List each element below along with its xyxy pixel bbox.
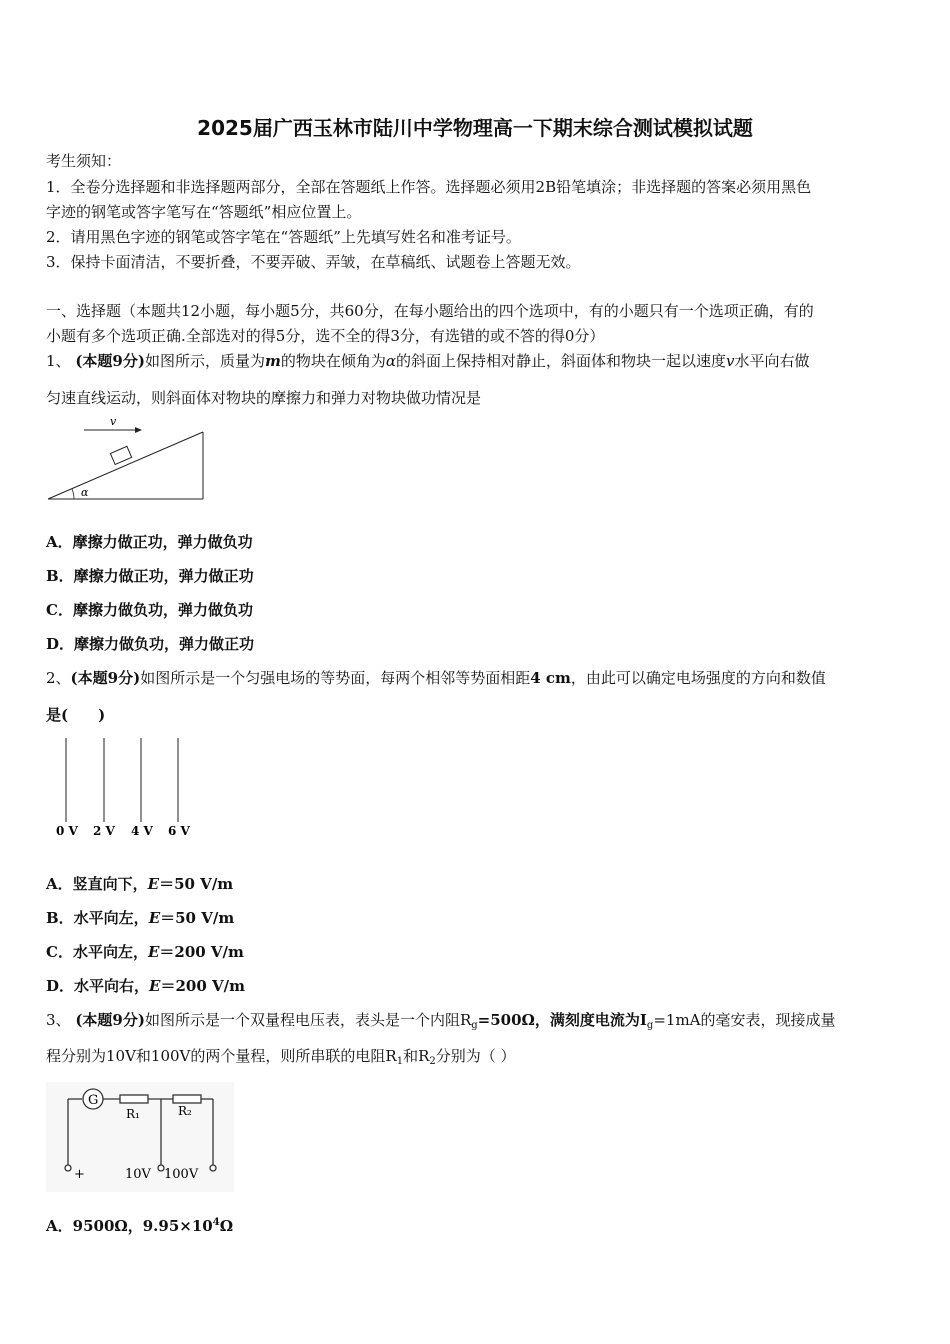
q2-number: 2、: [46, 669, 71, 687]
q1-option-a: A．摩擦力做正功，弹力做负功: [46, 533, 253, 551]
q1-incline-figure: [40, 412, 220, 508]
terminal-icon: [65, 1165, 71, 1171]
q3-option-a: A．9500Ω，$9.95\times 10^4\Omega$: [46, 1217, 234, 1235]
resistor-r2: [173, 1095, 201, 1103]
notice-heading: 考生须知：: [46, 152, 122, 170]
terminal-plus-label: +: [74, 1167, 85, 1182]
terminal-icon: [210, 1165, 216, 1171]
angle-arc: [72, 489, 74, 499]
r1-label: R₁: [126, 1107, 140, 1121]
incline-slope: [48, 432, 203, 499]
notice-item-1: 1．全卷分选择题和非选择题两部分，全部在答题纸上作答。选择题必须用2B铅笔填涂；非选择题的答案必须用黑色: [46, 178, 812, 196]
q3-stem: 3、 (本题9分)如图所示是一个双量程电压表，表头是一个内阻$R_g=500\Omega$，满刻度电流为$I_g=1mA$的毫安表，现接成量: [46, 1011, 836, 1031]
notice-item-2: 2．请用黑色字迹的钢笔或答字笔在“答题纸”上先填写姓名和准考证号。: [46, 228, 521, 246]
velocity-label: v: [110, 415, 117, 428]
terminal-10v-label: 10V: [125, 1167, 151, 1182]
notice-item-1-cont: 字迹的钢笔或答字笔写在“答题纸”相应位置上。: [46, 203, 362, 221]
block: [110, 446, 131, 464]
q2-text-a: 如图所示是一个匀强电场的等势面，每两个相邻等势面相距: [140, 669, 531, 687]
r2-label: R₂: [178, 1104, 192, 1118]
q1-option-b: B．摩擦力做正功，弹力做正功: [46, 567, 254, 585]
potential-label: 0 V: [56, 824, 78, 838]
q1-number: 1、: [46, 352, 71, 370]
q1-text-c: 的斜面上保持相对静止，斜面体和物块一起以速度: [396, 352, 727, 370]
q3-number: 3、: [46, 1011, 71, 1029]
q3-score: (本题9分): [75, 1011, 145, 1029]
q3-stem-line2: 程分别为10V和100V的两个量程，则所串联的电阻$R_1$和$R_2$分别为（ ）: [46, 1047, 516, 1067]
q1-text-d: 水平向右做: [734, 352, 810, 370]
terminal-100v-label: 100V: [164, 1167, 199, 1182]
q1-stem-line2: 匀速直线运动，则斜面体对物块的摩擦力和弹力对物块做功情况是: [46, 389, 482, 407]
q1-stem: [46, 351, 908, 371]
q2-option-d: D．水平向右，E＝200 V/m: [46, 977, 245, 995]
q2-equipotential-figure: [50, 734, 200, 844]
potential-label: 6 V: [168, 824, 190, 838]
q2-stem: [46, 668, 908, 688]
q1-score: (本题9分): [75, 352, 145, 370]
notice-item-3: 3．保持卡面清洁，不要折叠，不要弄破、弄皱，在草稿纸、试题卷上答题无效。: [46, 253, 581, 271]
galvanometer-label: G: [88, 1093, 99, 1108]
q2-score: (本题9分): [70, 669, 141, 687]
q1-text-b: 的物块在倾角为: [280, 352, 386, 370]
arrow-head-icon: [135, 427, 142, 433]
q2-option-c: C．水平向左，E＝200 V/m: [46, 943, 244, 961]
section-heading-line2: 小题有多个选项正确.全部选对的得5分，选不全的得3分，有选错的或不答的得0分）: [46, 327, 605, 345]
q2-text-b: ，由此可以确定电场强度的方向和数值: [570, 669, 826, 687]
potential-label: 2 V: [93, 824, 115, 838]
q2-distance: 4 cm: [530, 669, 571, 687]
q2-option-a: A．竖直向下，E＝50 V/m: [46, 875, 234, 893]
page-title: 2025届广西玉林市陆川中学物理高一下期末综合测试模拟试题: [197, 116, 753, 140]
resistor-r1: [120, 1095, 148, 1103]
section-heading-line1: 一、选择题（本题共12小题，每小题5分，共60分，在每小题给出的四个选项中，有的小题只有一个选项正确，有的: [46, 302, 814, 320]
q2-stem-line2: 是( ): [46, 706, 106, 724]
q1-var-v: v: [726, 352, 735, 370]
q2-option-b: B．水平向左，E＝50 V/m: [46, 909, 235, 927]
q1-text-a: 如图所示，质量为: [144, 352, 265, 370]
angle-label: α: [81, 486, 89, 499]
q1-option-d: D．摩擦力做负功，弹力做正功: [46, 635, 255, 653]
q3-voltmeter-circuit: [46, 1082, 234, 1192]
potential-label: 4 V: [131, 824, 153, 838]
q1-option-c: C．摩擦力做负功，弹力做负功: [46, 601, 253, 619]
q1-var-alpha: α: [385, 352, 397, 370]
q1-var-m: m: [264, 352, 281, 370]
